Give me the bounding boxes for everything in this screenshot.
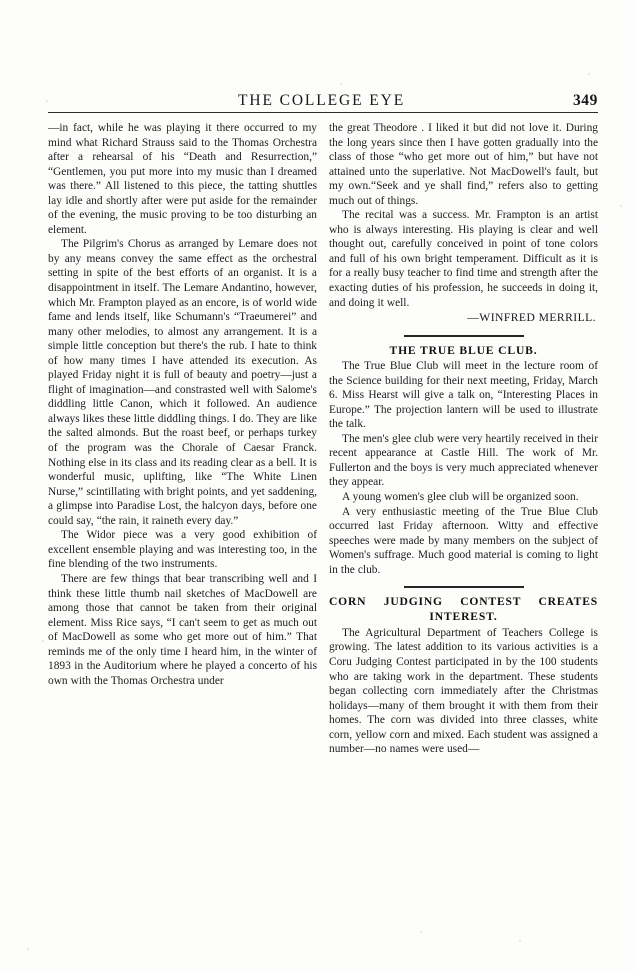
paragraph-macdowell-sketches: There are few things that bear transcribing well and I think these little thumb nail sketches of MacDowell are among those that cannot be taken from their original element. Miss Rice says, “I can't seem to get as much out of MacDowell as some who get more out of him.” That reminds me of the only time I heard him, in the winter of 1893 in the Auditorium where he played a concerto of his own with the Thomas Orchestra under: [48, 572, 317, 687]
paragraph-strauss-continued: —in fact, while he was playing it there occurred to my mind what Richard Strauss said to the Thomas Orchestra after a rehearsal of his “Death and Resurrection,” “Gentlemen, you put more into my music than I dreamed was there.” All listened to this piece, the tatting shuttles lay idle and shortly after were put aside for the remainder of the evening, the music proving to be too disturbing an element.: [48, 122, 317, 236]
paragraph-theodore-continued: the great Theodore . I liked it but did not love it. During the long years since then I have gotten gradually into the class of those “who get more out of him,” but have not attained unto the superlative. Not MacDowell's fault, but my own.“Seek and ye shall find,” refers also to getting much out of things.: [329, 122, 598, 207]
section-divider-rule: [404, 335, 524, 336]
paragraph-mens-glee-club: The men's glee club were very heartily received in their recent appearance at Castle Hill. The work of Mr. Fullerton and the boys is very much appreciated whenever they appear.: [329, 432, 598, 489]
publication-title: THE COLLEGE EYE: [238, 92, 406, 109]
left-column: [48, 121, 317, 921]
scan-artifact: [588, 73, 590, 75]
paragraph-widor-piece: The Widor piece was a very good exhibition of excellent ensemble playing and was interesting too, in the fine blending of the two instruments.: [48, 529, 317, 571]
section-heading-corn-judging-line2: INTEREST.: [429, 610, 498, 624]
header-rule: [48, 112, 598, 113]
article-byline: —WINFRED MERRILL.: [467, 311, 596, 325]
section-heading-true-blue-club: THE TRUE BLUE CLUB.: [389, 343, 538, 357]
page-number: 349: [572, 92, 598, 109]
scan-artifact: [27, 948, 29, 950]
section-divider-rule: [404, 586, 524, 587]
scan-artifact: [340, 83, 342, 85]
right-column: [329, 121, 598, 921]
scan-artifact: [420, 931, 422, 933]
section-heading-corn-judging-line1: CORN JUDGING CONTEST CREATES: [329, 594, 598, 608]
scan-artifact: [519, 940, 521, 942]
article-columns: [48, 121, 598, 921]
running-head: [48, 92, 598, 114]
paragraph-enthusiastic-meeting: A very enthusiastic meeting of the True Blue Club occurred last Friday afternoon. Witty and effective speeches were made by many members on the subject of Women's suffrage. Much good material is coming to light in the club.: [329, 505, 598, 576]
paragraph-recital-success: The recital was a success. Mr. Frampton is an artist who is always interesting. His playing is clear and well thought out, carefully conceived in point of tone colors and full of his own bright temperament. Difficult as it is for a really busy teacher to find time and strength after the exacting duties of his profession, he succeeds in doing it, and doing it well.: [329, 209, 598, 309]
scan-artifact: [42, 640, 44, 642]
paragraph-womens-glee-club: A young women's glee club will be organized soon.: [342, 491, 579, 504]
paragraph-true-blue-meeting: The True Blue Club will meet in the lecture room of the Science building for their next meeting, Friday, March 6. Miss Hearst will give a talk on, “Interesting Places in Europe.” The projection lantern will be used to illustrate the talk.: [329, 360, 598, 431]
scan-artifact: [620, 205, 622, 207]
paragraph-corn-judging-contest: The Agricultural Department of Teachers College is growing. The latest addition to its various activities is a Coru Judging Contest participated in by the 100 students who are taking work in the department. These students began collecting corn immediately after the Christmas holidays—many of them brought it with them from their homes. The corn was divided into three classes, white corn, yellow corn and mixed. Each student was assigned a number—no names were used—: [329, 626, 598, 756]
paragraph-pilgrims-chorus: The Pilgrim's Chorus as arranged by Lemare does not by any means convey the same effect as the orchestral setting in spite of the best efforts of an organist. It is a disappointment in itself. The Lemare Andantino, however, which Mr. Frampton played as an encore, is of world wide fame and lends itself, like Schumann's “Traeumerei” and many other melodies, to almost any arrangement. It is a simple little conception but there's the rub. I hate to think of how many times I have attended its execution. As played Friday night it is full of beauty and poetry—just a flight of imagination—and constrasted well with Salome's diddling little Canon, which it followed. An audience always likes these little diddling things. I do. They are like the salted almonds. But the roast beef, or perhaps turkey of the program was the Chorale of Caesar Franck. Nothing else in its class and its reading clear as a bell. It is wonderful music, uplifting, like “The White Linen Nurse,” scintillating with bright points, and yet saddening, a glimpse into Paradise Lost, the halcyon days, before one could say, “the rain, it raineth every day.”: [48, 238, 317, 527]
